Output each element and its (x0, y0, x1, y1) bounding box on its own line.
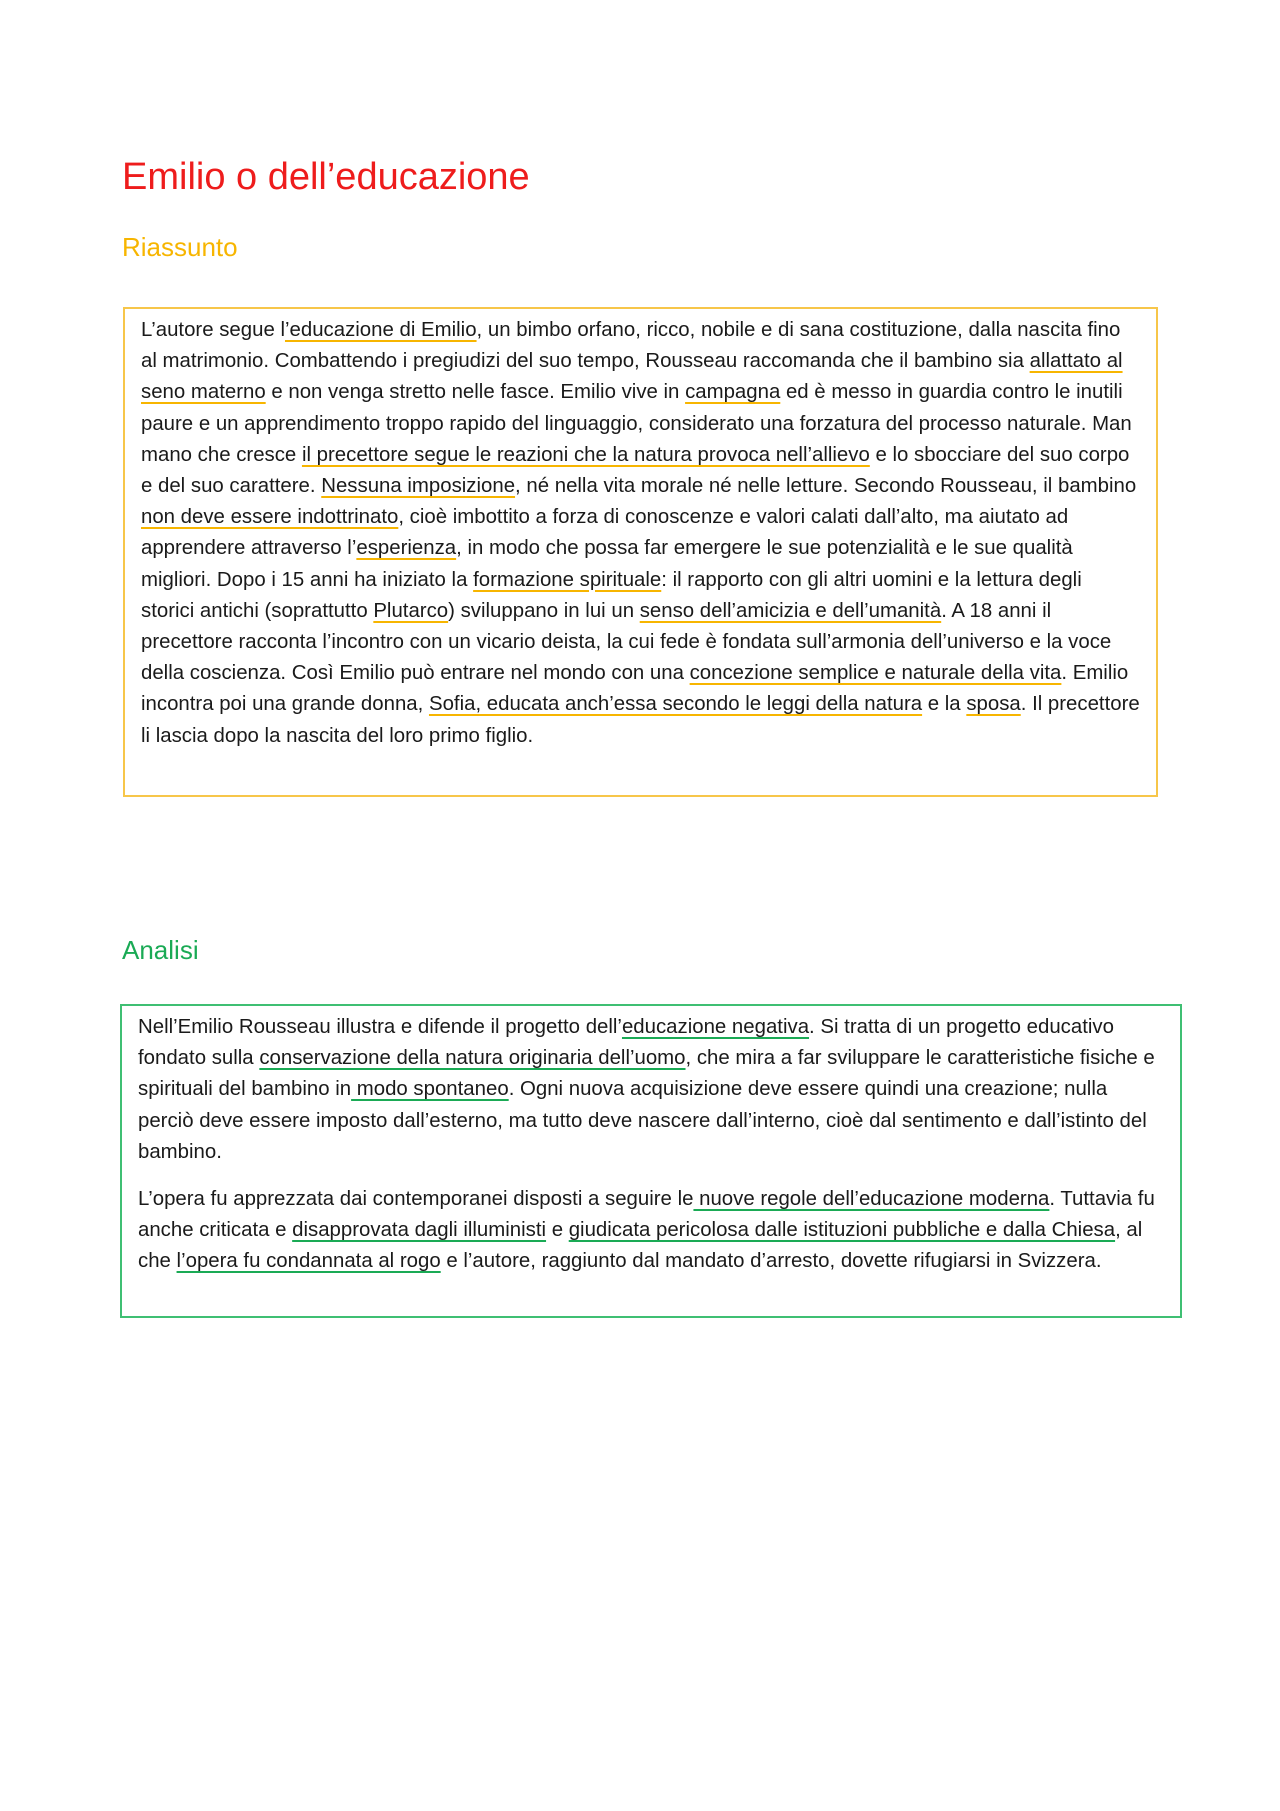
text-run: , cioè imbottito a forza di conoscenze e valori calati dall’alto, ma aiutato ad apprendere attraverso l’ (141, 506, 1069, 560)
highlighted-phrase: non deve essere indottrinato (141, 506, 399, 529)
text-run: e lo sbocciare del suo corpo e del suo carattere. (141, 443, 1130, 498)
highlighted-phrase: sposa (966, 693, 1021, 716)
analisi-paragraph-1 (138, 1012, 1164, 1168)
highlighted-phrase: disapprovata dagli illuministi (292, 1219, 547, 1242)
highlighted-phrase: Sofia, educata anch’essa secondo le leggi della natura (428, 693, 923, 716)
text-run: . Tuttavia fu anche criticata e (138, 1188, 1155, 1242)
highlighted-phrase: modo spontaneo (351, 1078, 509, 1101)
text-run: e (546, 1219, 569, 1242)
highlighted-phrase: concezione semplice e naturale della vita (689, 662, 1062, 685)
highlighted-phrase: Nessuna imposizione (321, 475, 516, 498)
highlighted-phrase: educazione negativa (621, 1016, 810, 1038)
analisi-paragraph-2 (138, 1184, 1164, 1278)
highlighted-phrase: conservazione della natura originaria dell’uomo (259, 1047, 686, 1070)
highlighted-phrase: ’educazione di Emilio (284, 319, 477, 341)
text-run: ed è messo in guardia contro le inutili paure e un apprendimento troppo rapido del linguaggio, considerato una forzatura del processo naturale. Man mano che cresce (141, 381, 1132, 466)
text-run: , un bimbo orfano, ricco, nobile e di sana costituzione, dalla nascita fino al matrimonio. Combattendo i pregiudizi del suo tempo, Rousseau raccomanda che il bambino sia (141, 319, 1121, 373)
text-run: . Emilio incontra poi una grande donna, (141, 662, 1129, 716)
text-run: ) sviluppano in lui un (448, 599, 640, 622)
section-heading-riassunto: Riassunto (122, 232, 238, 262)
highlighted-phrase: esperienza (356, 537, 457, 560)
highlighted-phrase: Plutarco (373, 599, 449, 622)
highlighted-phrase: senso dell’amicizia e dell’umanità (639, 599, 942, 622)
analisi-box (120, 1004, 1182, 1318)
text-run: . Si tratta di un progetto educativo fondato sulla (138, 1016, 1114, 1070)
text-run: e non venga stretto nelle fasce. Emilio vive in (265, 381, 686, 404)
text-run: e l’autore, raggiunto dal mandato d’arresto, dovette rifugiarsi in Svizzera. (440, 1250, 1102, 1273)
highlighted-phrase: nuove regole dell’educazione moderna (693, 1188, 1050, 1211)
text-run: Nell’Emilio Rousseau illustra e difende il progetto dell’ (138, 1016, 622, 1038)
highlighted-phrase: campagna (685, 381, 781, 404)
text-run: . Il precettore li lascia dopo la nascita del loro primo figlio. (141, 693, 1140, 747)
highlighted-phrase: l’opera fu condannata al rogo (176, 1250, 441, 1273)
document-title: Emilio o dell’educazione (122, 156, 530, 198)
text-run: . A 18 anni il precettore racconta l’incontro con un vicario deista, la cui fede è fondata sull’armonia dell’universo e la voce della coscienza. Così Emilio può entrare nel mondo con una (141, 599, 1112, 685)
riassunto-box (123, 307, 1158, 797)
section-heading-analisi: Analisi (122, 935, 199, 965)
highlighted-phrase: giudicata pericolosa dalle istituzioni pubbliche e dalla Chiesa (568, 1219, 1116, 1242)
text-run: . Ogni nuova acquisizione deve essere quindi una creazione; nulla perciò deve essere imposto dall’esterno, ma tutto deve nascere dall’interno, cioè dal sentimento e dall’istinto del bambino. (138, 1078, 1147, 1163)
text-run: , che mira a far sviluppare le caratteristiche fisiche e spirituali del bambino in (138, 1047, 1155, 1101)
text-run: , al che (138, 1219, 1143, 1273)
text-run: e la (922, 693, 967, 716)
text-run: , né nella vita morale né nelle letture. Secondo Rousseau, il bambino (515, 475, 1137, 498)
text-run: : il rapporto con gli altri uomini e la lettura degli storici antichi (soprattutto (141, 568, 1082, 622)
highlighted-phrase: formazione spirituale (473, 568, 662, 591)
highlighted-phrase: il precettore segue le reazioni che la natura provoca nell’allievo (301, 443, 870, 466)
riassunto-paragraph (141, 315, 1140, 752)
highlighted-phrase: allattato al seno materno (141, 350, 1123, 404)
text-run: L’autore segue l (141, 319, 285, 341)
text-run: L’opera fu apprezzata dai contemporanei disposti a seguire le (138, 1188, 694, 1211)
text-run: , in modo che possa far emergere le sue potenzialità e le sue qualità migliori. Dopo i 15 anni ha iniziato la (141, 537, 1073, 591)
